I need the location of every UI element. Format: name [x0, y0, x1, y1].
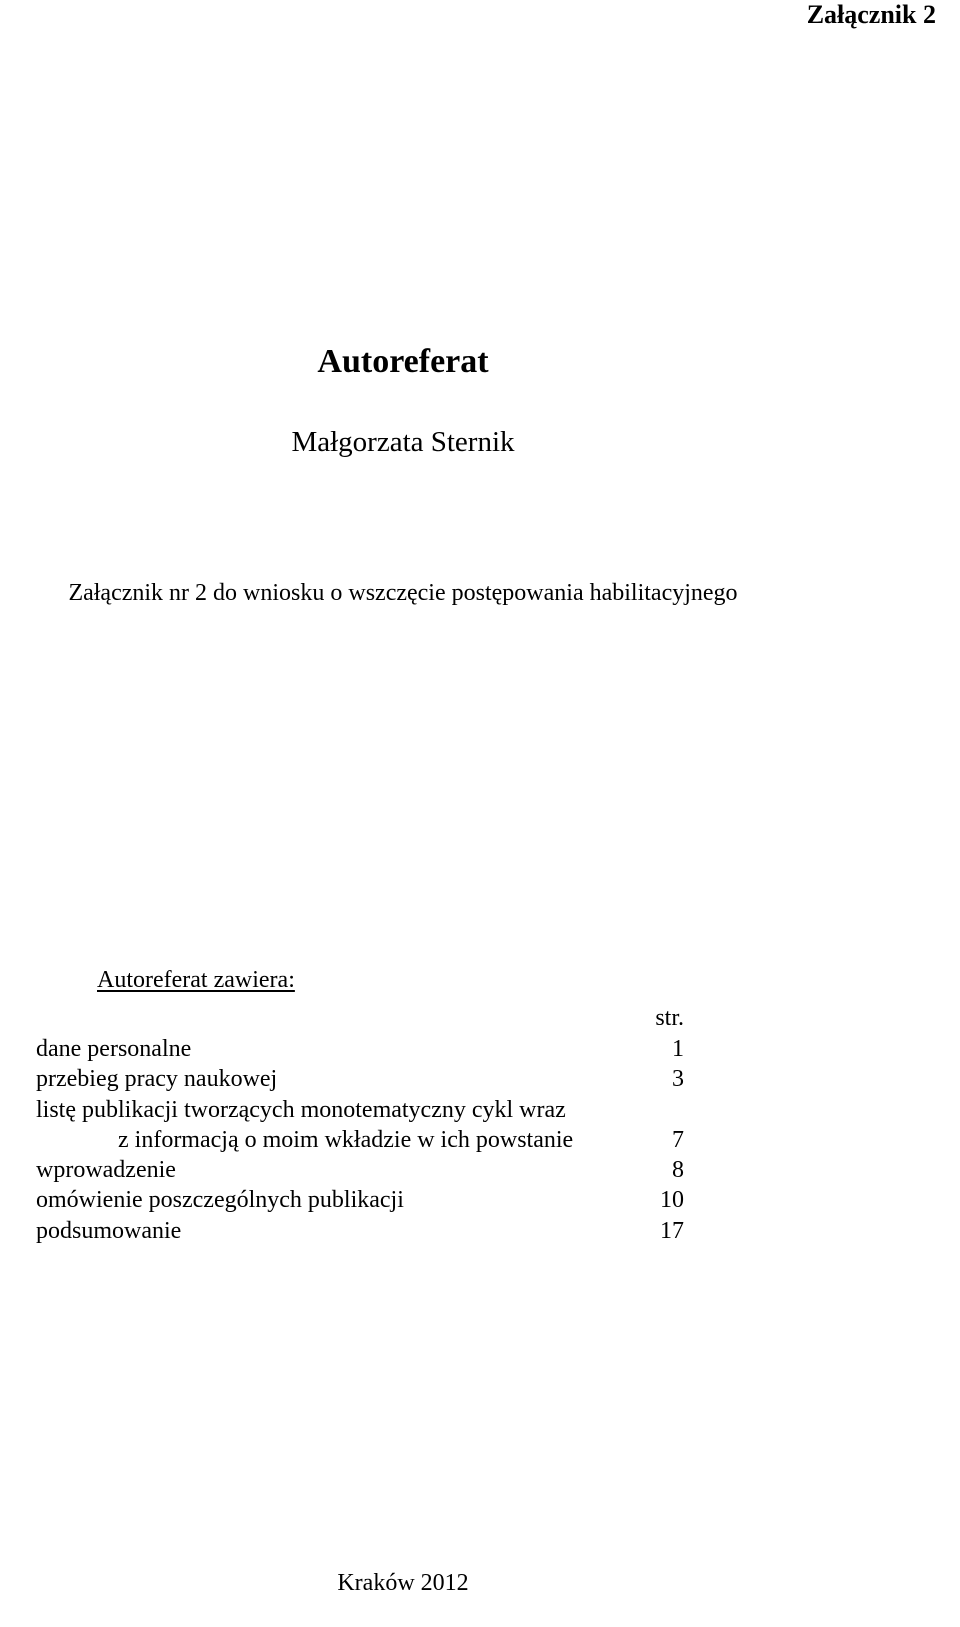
toc-entry-label	[36, 1185, 404, 1215]
place-and-date: Kraków 2012	[337, 1570, 469, 1596]
toc-entry-page: 10	[660, 1187, 684, 1214]
toc-entry-page: 1	[672, 1036, 684, 1062]
toc-entry-text: wprowadzenie	[36, 1157, 176, 1184]
toc-entry-text: omówienie poszczególnych publikacji	[36, 1187, 404, 1214]
document-title: Autoreferat	[317, 343, 489, 380]
annex-label: Załącznik 2	[806, 0, 936, 29]
toc-entry	[36, 1034, 684, 1064]
toc-heading: Autoreferat zawiera:	[97, 967, 295, 993]
toc-entry	[36, 1185, 684, 1215]
toc-entry-text: listę publikacji tworzących monotematyczny cykl wraz	[36, 1096, 566, 1123]
toc-entry-text: dane personalne	[36, 1036, 192, 1062]
toc-page-column-label: str.	[655, 1005, 684, 1031]
toc-entry-page: 7	[672, 1126, 684, 1153]
toc-entry	[36, 1095, 684, 1156]
toc-entry-text: przebieg pracy naukowej	[36, 1066, 278, 1093]
toc-entry-text: podsumowanie	[36, 1217, 182, 1244]
toc-entry-label	[36, 1095, 573, 1156]
toc-entry-page: 3	[672, 1066, 684, 1093]
toc-entry-page: 17	[660, 1217, 684, 1244]
toc-entry	[36, 1064, 684, 1094]
document-subtitle: Załącznik nr 2 do wniosku o wszczęcie postępowania habilitacyjnego	[68, 580, 738, 606]
toc-entry	[36, 1216, 684, 1246]
table-of-contents	[36, 1034, 684, 1246]
toc-entry-label	[36, 1064, 277, 1094]
toc-entry-label	[36, 1034, 191, 1064]
toc-entry-label	[36, 1216, 181, 1246]
toc-entry	[36, 1155, 684, 1185]
author-name: Małgorzata Sternik	[291, 426, 515, 458]
toc-entry-page: 8	[672, 1157, 684, 1184]
toc-entry-continuation: z informacją o moim wkładzie w ich powstanie	[118, 1126, 574, 1153]
toc-entry-label	[36, 1155, 176, 1185]
